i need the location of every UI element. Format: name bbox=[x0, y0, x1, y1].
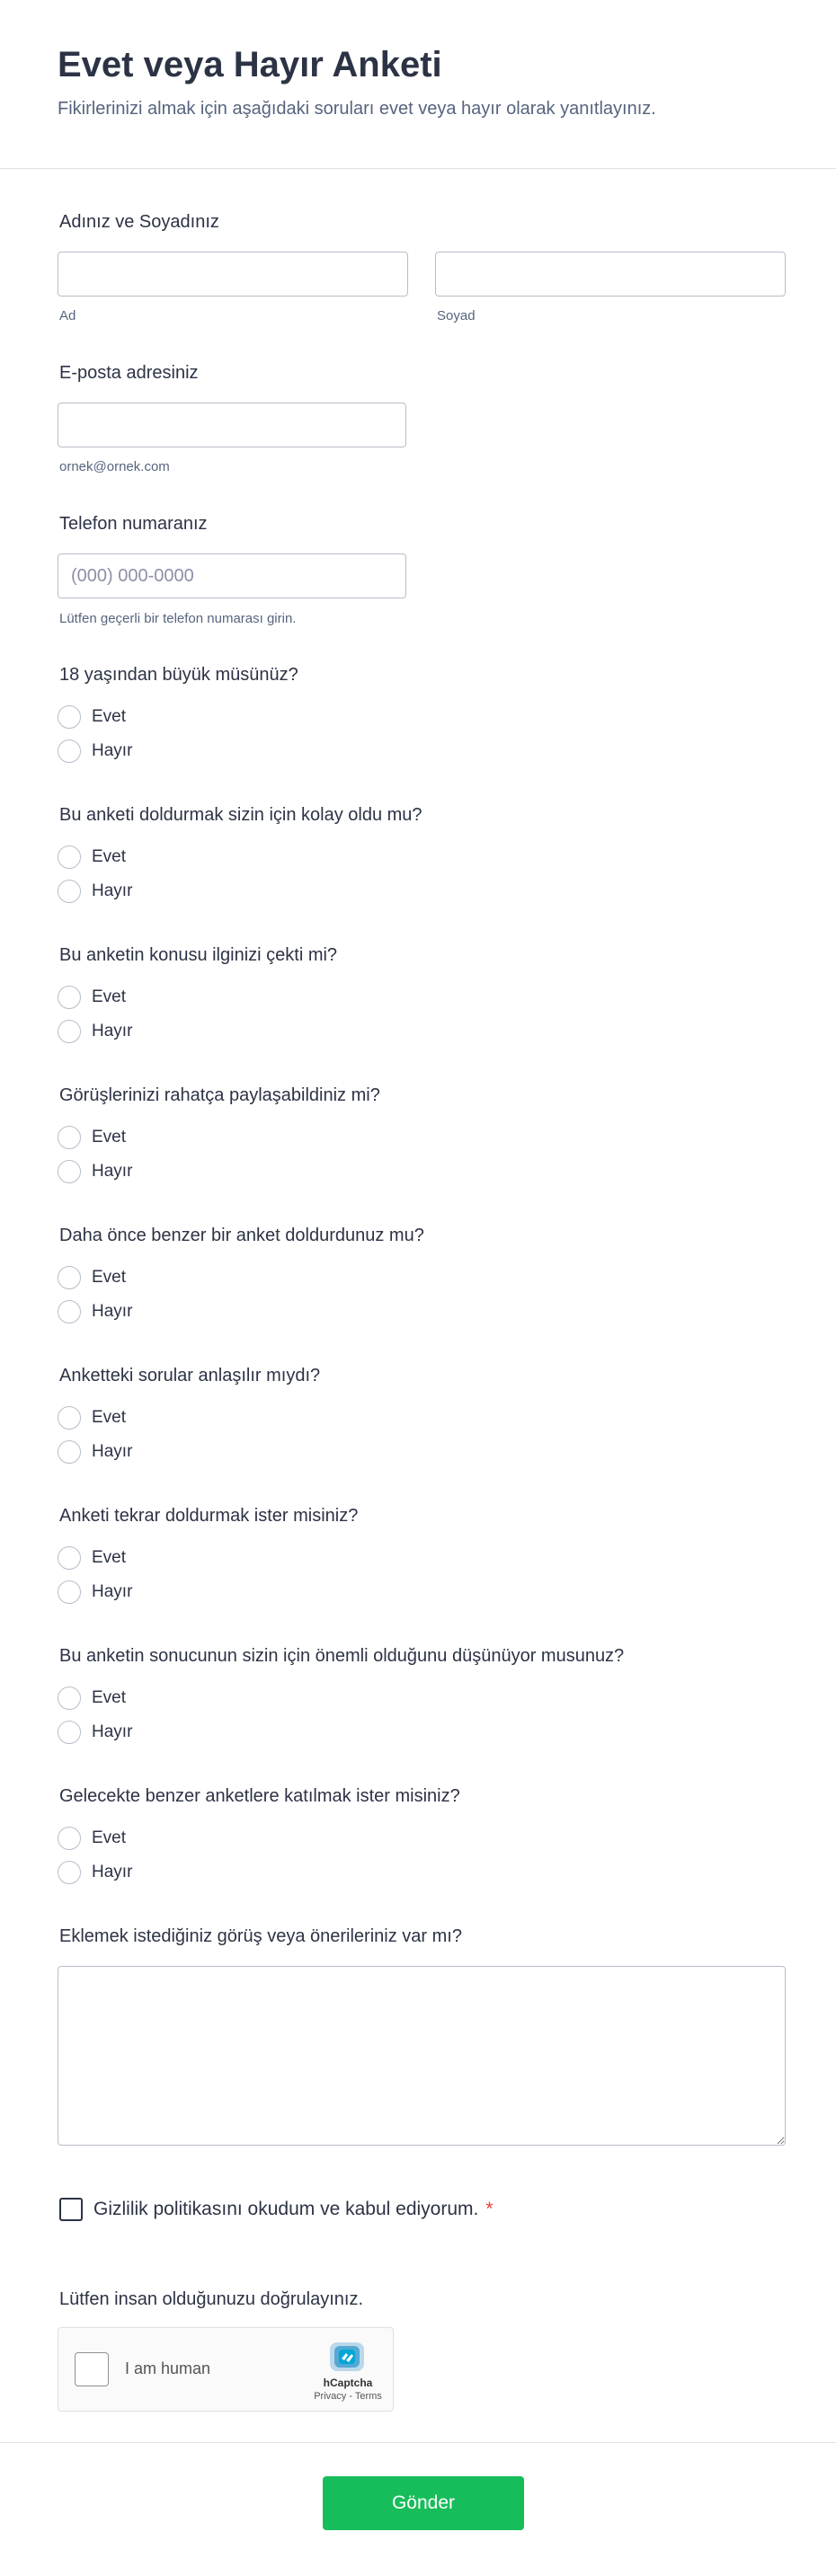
phone-input[interactable] bbox=[58, 553, 406, 598]
question-label: Anketteki sorular anlaşılır mıydı? bbox=[59, 1366, 321, 1385]
radio-yes[interactable] bbox=[58, 1545, 126, 1571]
radio-yes[interactable] bbox=[58, 1405, 126, 1430]
radio-label: Evet bbox=[92, 1828, 127, 1847]
radio-label: Hayır bbox=[92, 1302, 133, 1321]
hcaptcha-widget bbox=[58, 2327, 394, 2412]
hcaptcha-logo-icon bbox=[328, 2339, 366, 2375]
radio-no[interactable] bbox=[58, 739, 132, 764]
radio-circle[interactable] bbox=[58, 1580, 81, 1604]
radio-no[interactable] bbox=[58, 1580, 132, 1605]
captcha-checkbox[interactable] bbox=[75, 2352, 109, 2386]
radio-label: Evet bbox=[92, 1268, 127, 1287]
last-name-sublabel: Soyad bbox=[437, 308, 476, 323]
radio-label: Hayır bbox=[92, 1582, 133, 1601]
radio-yes[interactable] bbox=[58, 1125, 126, 1150]
radio-no[interactable] bbox=[58, 1439, 132, 1465]
radio-label: Hayır bbox=[92, 1162, 133, 1181]
radio-label: Evet bbox=[92, 1688, 127, 1707]
radio-circle[interactable] bbox=[58, 1266, 81, 1289]
radio-label: Evet bbox=[92, 987, 127, 1006]
comments-textarea[interactable] bbox=[58, 1966, 786, 2146]
radio-label: Hayır bbox=[92, 1722, 133, 1741]
radio-no[interactable] bbox=[58, 1860, 132, 1885]
email-label: E-posta adresiniz bbox=[59, 363, 199, 383]
radio-yes[interactable] bbox=[58, 704, 126, 730]
radio-circle[interactable] bbox=[58, 1861, 81, 1884]
radio-circle[interactable] bbox=[58, 1686, 81, 1710]
radio-circle[interactable] bbox=[58, 1440, 81, 1464]
radio-label: Evet bbox=[92, 1408, 127, 1427]
question-label: Görüşlerinizi rahatça paylaşabildiniz mi? bbox=[59, 1085, 380, 1105]
form-title: Evet veya Hayır Anketi bbox=[58, 45, 442, 84]
radio-no[interactable] bbox=[58, 879, 132, 904]
radio-circle[interactable] bbox=[58, 739, 81, 763]
radio-no[interactable] bbox=[58, 1019, 132, 1044]
radio-circle[interactable] bbox=[58, 1126, 81, 1149]
submit-button[interactable]: Gönder bbox=[323, 2476, 524, 2530]
radio-circle[interactable] bbox=[58, 1160, 81, 1183]
radio-label: Hayır bbox=[92, 1022, 133, 1040]
radio-label: Hayır bbox=[92, 1863, 133, 1881]
radio-circle[interactable] bbox=[58, 1721, 81, 1744]
radio-label: Evet bbox=[92, 1548, 127, 1567]
radio-no[interactable] bbox=[58, 1159, 132, 1184]
privacy-consent[interactable] bbox=[59, 2196, 494, 2223]
last-name-input[interactable] bbox=[435, 252, 786, 297]
radio-yes[interactable] bbox=[58, 1826, 126, 1851]
captcha-brand: hCaptcha bbox=[323, 2377, 373, 2389]
form-header bbox=[0, 0, 836, 169]
radio-no[interactable] bbox=[58, 1299, 132, 1324]
captcha-links[interactable]: Privacy - Terms bbox=[314, 2391, 382, 2402]
radio-label: Evet bbox=[92, 707, 127, 726]
radio-label: Hayır bbox=[92, 1442, 133, 1461]
radio-yes[interactable] bbox=[58, 845, 126, 870]
required-mark: * bbox=[485, 2199, 494, 2219]
radio-no[interactable] bbox=[58, 1720, 132, 1745]
first-name-sublabel: Ad bbox=[59, 308, 76, 323]
first-name-input[interactable] bbox=[58, 252, 408, 297]
question-label: Daha önce benzer bir anket doldurdunuz mu? bbox=[59, 1226, 424, 1245]
radio-circle[interactable] bbox=[58, 1300, 81, 1323]
email-sublabel: ornek@ornek.com bbox=[59, 459, 170, 474]
question-label: Anketi tekrar doldurmak ister misiniz? bbox=[59, 1506, 359, 1526]
radio-yes[interactable] bbox=[58, 1686, 126, 1711]
email-input[interactable] bbox=[58, 403, 406, 447]
radio-circle[interactable] bbox=[58, 986, 81, 1009]
question-label: Bu anketin konusu ilginizi çekti mi? bbox=[59, 945, 338, 965]
radio-circle[interactable] bbox=[58, 1020, 81, 1043]
privacy-label: Gizlilik politikasını okudum ve kabul ediyorum. bbox=[93, 2199, 479, 2219]
question-label: Bu anketi doldurmak sizin için kolay oldu mu? bbox=[59, 805, 422, 825]
radio-circle[interactable] bbox=[58, 845, 81, 869]
radio-yes[interactable] bbox=[58, 985, 126, 1010]
comments-label: Eklemek istediğiniz görüş veya önerileriniz var mı? bbox=[59, 1926, 462, 1946]
radio-circle[interactable] bbox=[58, 1827, 81, 1850]
radio-circle[interactable] bbox=[58, 1406, 81, 1430]
name-label: Adınız ve Soyadınız bbox=[59, 212, 219, 232]
radio-label: Evet bbox=[92, 1128, 127, 1146]
radio-yes[interactable] bbox=[58, 1265, 126, 1290]
captcha-label: Lütfen insan olduğunuzu doğrulayınız. bbox=[59, 2289, 364, 2309]
radio-circle[interactable] bbox=[58, 705, 81, 729]
radio-label: Hayır bbox=[92, 881, 133, 900]
phone-sublabel: Lütfen geçerli bir telefon numarası girin. bbox=[59, 611, 297, 626]
privacy-checkbox[interactable] bbox=[59, 2198, 83, 2221]
phone-label: Telefon numaranız bbox=[59, 514, 208, 534]
radio-circle[interactable] bbox=[58, 1546, 81, 1570]
form-subtitle: Fikirlerinizi almak için aşağıdaki soruları evet veya hayır olarak yanıtlayınız. bbox=[58, 99, 656, 119]
radio-label: Hayır bbox=[92, 741, 133, 760]
question-label: Bu anketin sonucunun sizin için önemli olduğunu düşünüyor musunuz? bbox=[59, 1646, 625, 1666]
radio-circle[interactable] bbox=[58, 880, 81, 903]
radio-label: Evet bbox=[92, 847, 127, 866]
question-label: Gelecekte benzer anketlere katılmak ister misiniz? bbox=[59, 1786, 460, 1806]
captcha-checkbox-text: I am human bbox=[125, 2359, 211, 2377]
question-label: 18 yaşından büyük müsünüz? bbox=[59, 665, 298, 685]
